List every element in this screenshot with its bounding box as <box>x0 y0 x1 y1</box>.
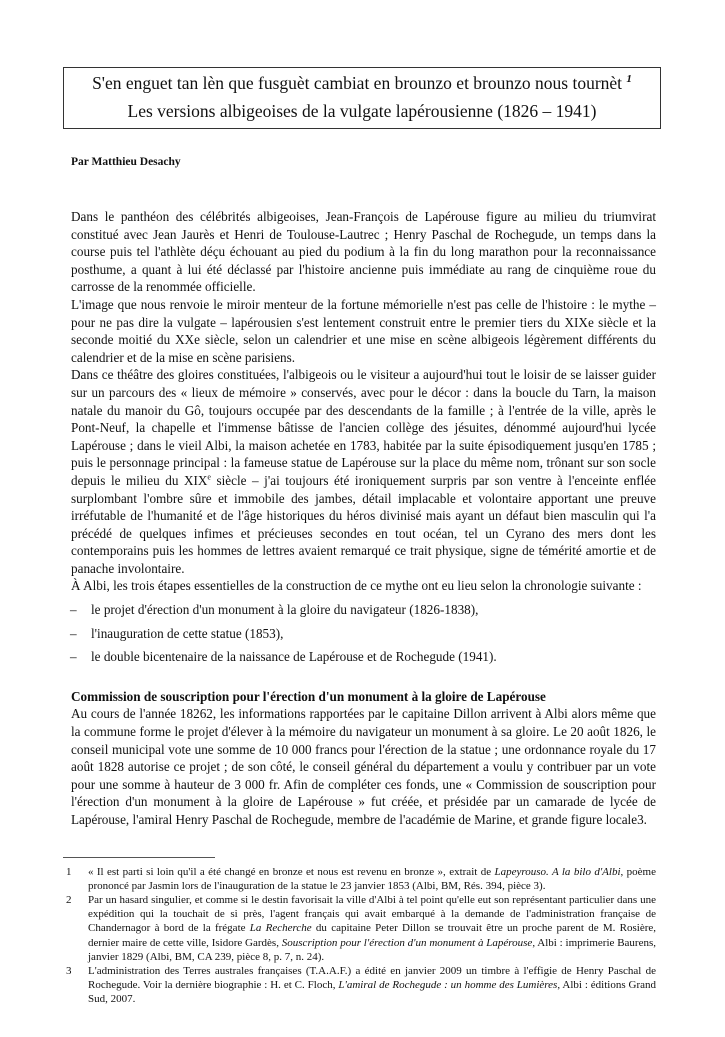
footnote-text: , Albi : imprimerie Baurens, janvier 1829 (Albi, BM, CA 239, pièce 8, p. 7, n. 24). <box>88 936 656 963</box>
dash-bullet-icon: – <box>70 602 77 618</box>
title-line-1 <box>70 72 654 94</box>
superscript: e <box>207 472 211 482</box>
paragraph-text: siècle – j'ai toujours été ironiquement surpris par son ventre à l'enceinte enflée surplombant l'ombre sûre et immobile des jambes, détail implacable et volontaire apportant une preuve irréfutable de l'humanité et de l'âge historiques du héros divinisé mais ayant un défaut bien masculin qui l'a précédé de quelques infimes et précieuses secondes en tout océan, tel un Cyrano des mers dont les contemporains puis les hommes de lettres avaient remarqué ce trait physique, signe de témérité amortie et de panache involontaire. <box>71 472 656 576</box>
paragraph-text: Dans ce théâtre des gloires constituées, l'albigeois ou le visiteur a aujourd'hui tout le loisir de se laisser guider sur un parcours des « lieux de mémoire » conservés, avec pour le décor : dans la boucle du Tarn, la maison natale du manoir du Gô, toujours occupée par des descendants de la famille ; à l'entrée de la ville, après le Pont-Neuf, la chapelle et l'immense bâtisse de l'ancien collège des jésuites, dénommé aujourd'hui lycée Lapérouse ; dans le vieil Albi, la maison achetée en 1783, habitée par la suite épisodiquement jusqu'en 1785 ; puis le personnage principal : la fameuse statue de Lapérouse sur la place du même nom, trônant sur son socle depuis le milieu du XIX <box>71 367 656 488</box>
dash-bullet-icon: – <box>70 649 77 665</box>
footnote-number: 1 <box>66 865 72 878</box>
article-body <box>71 208 656 829</box>
footnote-2 <box>66 893 656 964</box>
dash-bullet-icon: – <box>70 625 77 641</box>
footnote-3 <box>66 964 656 1007</box>
footnote-ref-1[interactable]: 1 <box>626 73 632 86</box>
paragraph <box>71 366 656 577</box>
paragraph: L'image que nous renvoie le miroir menteur de la fortune mémorielle n'est pas celle de l'histoire : le mythe – pour ne pas dire la vulgate – lapérousien s'est lentement construit entre le premier tiers du XIXe siècle et la seconde moitié du XXe siècle, selon un calendrier et une mise en scène albigeois légèrement différents du calendrier et de la mise en scène parisiens. <box>71 296 656 365</box>
footnote-text: , Albi : éditions Grand Sud, 2007. <box>88 979 657 1006</box>
paragraph: À Albi, les trois étapes essentielles de la construction de ce mythe ont eu lieu selon la chronologie suivante : <box>71 578 642 594</box>
footnote-text: L'administration des Terres australes françaises (T.A.A.F.) a édité en janvier 2009 un timbre à l'effigie de Henry Paschal de Rochegude. Voir la dernière biographie : H. et C. Floch, <box>88 965 656 992</box>
chronology-list <box>71 601 656 666</box>
footnote-number: 3 <box>66 965 72 978</box>
paragraph: Dans le panthéon des célébrités albigeoises, Jean-François de Lapérouse figure au milieu du triumvirat constitué avec Jean Jaurès et Henri de Toulouse-Lautrec ; Henry Paschal de Rochegude, un temps dans la course puis tel l'athlète déçu échouant au pied du podium à la fin du long marathon pour la reconnaissance posthume, a quant à lui été déclassé par l'histoire ancienne puis immédiate au rang de cinquième roue du carrosse de la renommée officielle. <box>71 209 656 295</box>
title-line-2: Les versions albigeoises de la vulgate lapérousienne (1826 – 1941) <box>127 101 597 121</box>
footnote-title: Lapeyrouso. A la bilo d'Albi <box>494 865 621 878</box>
footnote-number: 2 <box>66 894 72 906</box>
footnote-text: , poème prononcé par Jasmin lors de l'inauguration de la statue le 23 janvier 1853 (Albi, BM, Rés. 394, pièce 3). <box>88 865 656 892</box>
footnote-separator <box>63 857 215 858</box>
paragraph: Au cours de l'année 18262, les informations rapportées par le capitaine Dillon arrivent à Albi alors même que la commune forme le projet d'élever à la mémoire du navigateur un monument à sa gloire. Le 20 août 1826, le conseil municipal vote une somme de 10 000 francs pour l'érection de la statue ; une ordonnance royale du 17 août 1828 autorise ce projet ; de son côté, le conseil général du département a voulu y contribuer par un vote pour une somme à hauteur de 3 000 fr. Afin de compléter ces fonds, une « Commission de souscription pour l'érection d'un monument à la gloire de Lapérouse » fut créée, et présidée par un camarade de lycée de Lapérouse, l'amiral Henry Paschal de Rochegude, membre de l'académie de Marine, et grande figure locale3. <box>71 706 656 827</box>
footnotes <box>66 865 656 1007</box>
author-byline: Par Matthieu Desachy <box>71 156 181 168</box>
list-item-text: l'inauguration de cette statue (1853), <box>91 625 284 641</box>
list-item <box>71 601 656 619</box>
title-text: S'en enguet tan lèn que fusguèt cambiat en brounzo et brounzo nous tournèt <box>92 73 623 93</box>
footnote-text: du capitaine Peter Dillon se trouvait être un proche parent de M. Rosière, dernier maire de cette ville, Isidore Gardès, <box>88 922 657 949</box>
footnote-title: L'amiral de Rochegude : un homme des Lumières <box>338 979 558 992</box>
footnote-1 <box>66 865 656 893</box>
footnote-title: La Recherche <box>249 922 312 935</box>
footnote-text: « Il est parti si loin qu'il a été changé en bronze et nous est revenu en bronze », extrait de <box>88 865 495 878</box>
list-item <box>71 625 656 643</box>
list-item-text: le double bicentenaire de la naissance de Lapérouse et de Rochegude (1941). <box>91 649 497 665</box>
footnote-text: Par un hasard singulier, et comme si le destin favorisait la ville d'Albi à tel point qu'elle eut son représentant particulier dans une expédition qui la touchait de si près, l'agent français qui avait embarqué à la demande de l'administration française de Chandernagor à bord de la frégate <box>88 894 656 935</box>
list-item-text: le projet d'érection d'un monument à la gloire du navigateur (1826-1838), <box>91 602 479 618</box>
footnote-title: Souscription pour l'érection d'un monument à Lapérouse <box>281 936 533 949</box>
list-item <box>71 648 656 666</box>
title-box <box>63 67 661 129</box>
section-heading: Commission de souscription pour l'érection d'un monument à la gloire de Lapérouse <box>71 688 546 704</box>
